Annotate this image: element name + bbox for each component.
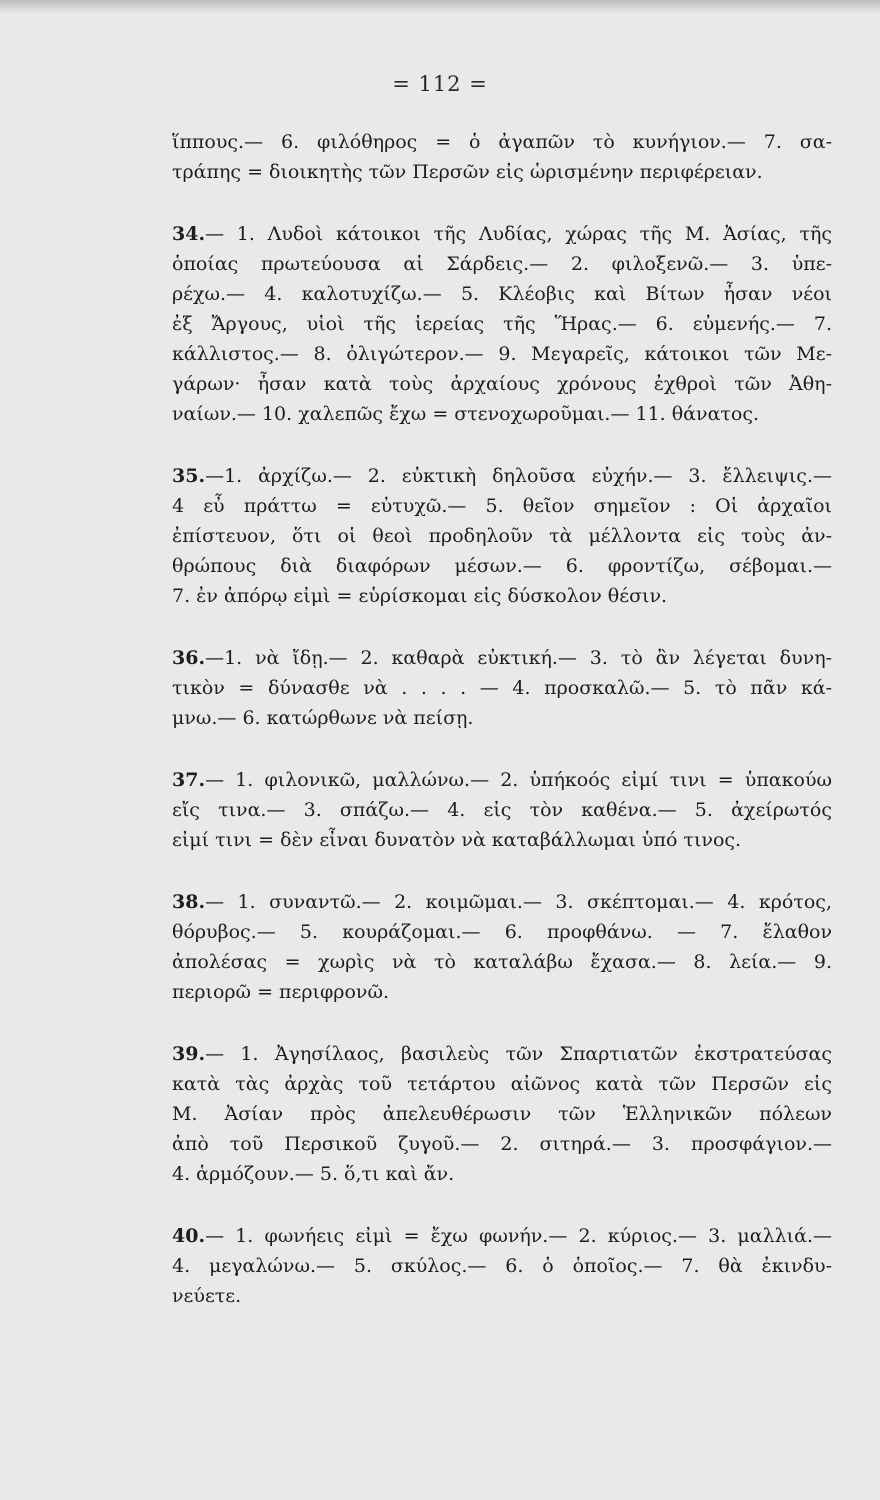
entry-number: 34. (172, 223, 206, 245)
text-line (172, 887, 832, 917)
page-number: = 112 = (392, 72, 488, 96)
entry-number: 36. (172, 647, 206, 669)
text-line (172, 1221, 832, 1251)
note-entry (172, 765, 832, 855)
line-text: ἀπὸ τοῦ Περσικοῦ ζυγοῦ.— 2. σιτηρά.— 3. προσφάγιον.— (172, 1133, 832, 1155)
text-line (172, 1281, 832, 1311)
line-text: ὁποίας πρωτεύουσα αἱ Σάρδεις.— 2. φιλοξενῶ.— 3. ὑπε- (172, 253, 832, 275)
note-entry (172, 643, 832, 733)
entry-gap (172, 1189, 832, 1221)
line-text: θόρυβος.— 5. κουράζομαι.— 6. προφθάνω. — 7. ἔλαθον (172, 921, 832, 943)
text-line (172, 249, 832, 279)
note-entry (172, 461, 832, 611)
text-line (172, 673, 832, 703)
text-line (172, 369, 832, 399)
line-text: ρέχω.— 4. καλοτυχίζω.— 5. Κλέοβις καὶ Βίτων ἦσαν νέοι (172, 283, 832, 305)
text-line (172, 219, 832, 249)
text-line (172, 461, 832, 491)
glossary-notes (172, 127, 832, 1311)
text-line (172, 551, 832, 581)
text-line (172, 947, 832, 977)
line-text: — 1. συναντῶ.— 2. κοιμῶμαι.— 3. σκέπτομαι.— 4. κρότος, (205, 891, 832, 913)
line-text: —1. ἀρχίζω.— 2. εὐκτικὴ δηλοῦσα εὐχήν.— 3. ἔλλειψις.— (205, 465, 832, 487)
entry-number: 40. (172, 1225, 206, 1247)
line-text: 7. ἐν ἀπόρῳ εἰμὶ = εὑρίσκομαι εἰς δύσκολον θέσιν. (172, 585, 668, 607)
line-text: —1. νὰ ἴδῃ.— 2. καθαρὰ εὐκτική.— 3. τὸ ἂν λέγεται δυνη- (205, 647, 832, 669)
line-text: εἰμί τινι = δὲν εἶναι δυνατὸν νὰ καταβάλλωμαι ὑπό τινος. (172, 829, 742, 851)
line-text: ἵππους.— 6. φιλόθηρος = ὁ ἀγαπῶν τὸ κυνήγιον.— 7. σα- (172, 131, 832, 153)
text-line (172, 309, 832, 339)
entry-number: 39. (172, 1043, 206, 1065)
text-line (172, 765, 832, 795)
text-line (172, 917, 832, 947)
entry-gap (172, 611, 832, 643)
entry-gap (172, 855, 832, 887)
line-text: 4. ἁρμόζουν.— 5. ὅ,τι καὶ ἄν. (172, 1163, 455, 1185)
line-text: γάρων· ἦσαν κατὰ τοὺς ἀρχαίους χρόνους ἐχθροὶ τῶν Ἀθη- (172, 373, 832, 395)
text-line (172, 977, 832, 1007)
entry-gap (172, 1007, 832, 1039)
text-line (172, 825, 832, 855)
note-entry (172, 887, 832, 1007)
text-line (172, 279, 832, 309)
entry-gap (172, 187, 832, 219)
line-text: 4. μεγαλώνω.— 5. σκύλος.— 6. ὁ ὁποῖος.— 7. θὰ ἐκινδυ- (172, 1255, 832, 1277)
line-text: εἴς τινα.— 3. σπάζω.— 4. εἰς τὸν καθένα.— 5. ἀχείρωτός (172, 799, 832, 821)
line-text: — 1. φιλονικῶ, μαλλώνω.— 2. ὑπήκοός εἰμί τινι = ὑπακούω (205, 769, 832, 791)
note-entry (172, 1039, 832, 1189)
text-line (172, 127, 832, 157)
entry-gap (172, 733, 832, 765)
line-text: 4 εὖ πράττω = εὐτυχῶ.— 5. θεῖον σημεῖον : Οἱ ἀρχαῖοι (172, 495, 832, 517)
line-text: κάλλιστος.— 8. ὀλιγώτερον.— 9. Μεγαρεῖς, κάτοικοι τῶν Με- (172, 343, 832, 365)
line-text: περιορῶ = περιφρονῶ. (172, 981, 389, 1003)
entry-number: 38. (172, 891, 206, 913)
entry-gap (172, 429, 832, 461)
text-line (172, 1039, 832, 1069)
line-text: νεύετε. (172, 1285, 242, 1307)
text-line (172, 1251, 832, 1281)
text-line (172, 339, 832, 369)
text-line (172, 521, 832, 551)
line-text: μνω.— 6. κατώρθωνε νὰ πείσῃ. (172, 707, 474, 729)
text-line (172, 643, 832, 673)
text-line (172, 703, 832, 733)
line-text: ἀπολέσας = χωρὶς νὰ τὸ καταλάβω ἔχασα.— 8. λεία.— 9. (172, 951, 832, 973)
line-text: ἐξ Ἄργους, υἱοὶ τῆς ἱερείας τῆς Ἥρας.— 6. εὐμενής.— 7. (172, 313, 832, 335)
line-text: — 1. φωνήεις εἰμὶ = ἔχω φωνήν.— 2. κύριος.— 3. μαλλιά.— (205, 1225, 832, 1247)
note-entry (172, 127, 832, 187)
line-text: ναίων.— 10. χαλεπῶς ἔχω = στενοχωροῦμαι.— 11. θάνατος. (172, 403, 760, 425)
note-entry (172, 219, 832, 429)
line-text: τράπης = διοικητὴς τῶν Περσῶν εἰς ὡρισμένην περιφέρειαν. (172, 161, 763, 183)
text-line (172, 399, 832, 429)
entry-number: 37. (172, 769, 206, 791)
line-text: θρώπους διὰ διαφόρων μέσων.— 6. φροντίζω, σέβομαι.— (172, 555, 832, 577)
text-line (172, 1069, 832, 1099)
text-line (172, 581, 832, 611)
text-line (172, 1099, 832, 1129)
text-line (172, 157, 832, 187)
line-text: κατὰ τὰς ἀρχὰς τοῦ τετάρτου αἰῶνος κατὰ τῶν Περσῶν εἰς (172, 1073, 832, 1095)
line-text: ἐπίστευον, ὅτι οἱ θεοὶ προδηλοῦν τὰ μέλλοντα εἰς τοὺς ἀν- (172, 525, 832, 547)
entry-number: 35. (172, 465, 206, 487)
text-line (172, 1129, 832, 1159)
text-line (172, 491, 832, 521)
line-text: — 1. Ἀγησίλαος, βασιλεὺς τῶν Σπαρτιατῶν ἐκστρατεύσας (205, 1043, 832, 1065)
text-line (172, 795, 832, 825)
note-entry (172, 1221, 832, 1311)
text-line (172, 1159, 832, 1189)
line-text: Μ. Ἀσίαν πρὸς ἀπελευθέρωσιν τῶν Ἑλληνικῶν πόλεων (172, 1103, 832, 1125)
line-text: — 1. Λυδοὶ κάτοικοι τῆς Λυδίας, χώρας τῆς Μ. Ἀσίας, τῆς (205, 223, 832, 245)
line-text: τικὸν = δύνασθε νὰ . . . . — 4. προσκαλῶ.— 5. τὸ πᾶν κά- (172, 677, 832, 699)
